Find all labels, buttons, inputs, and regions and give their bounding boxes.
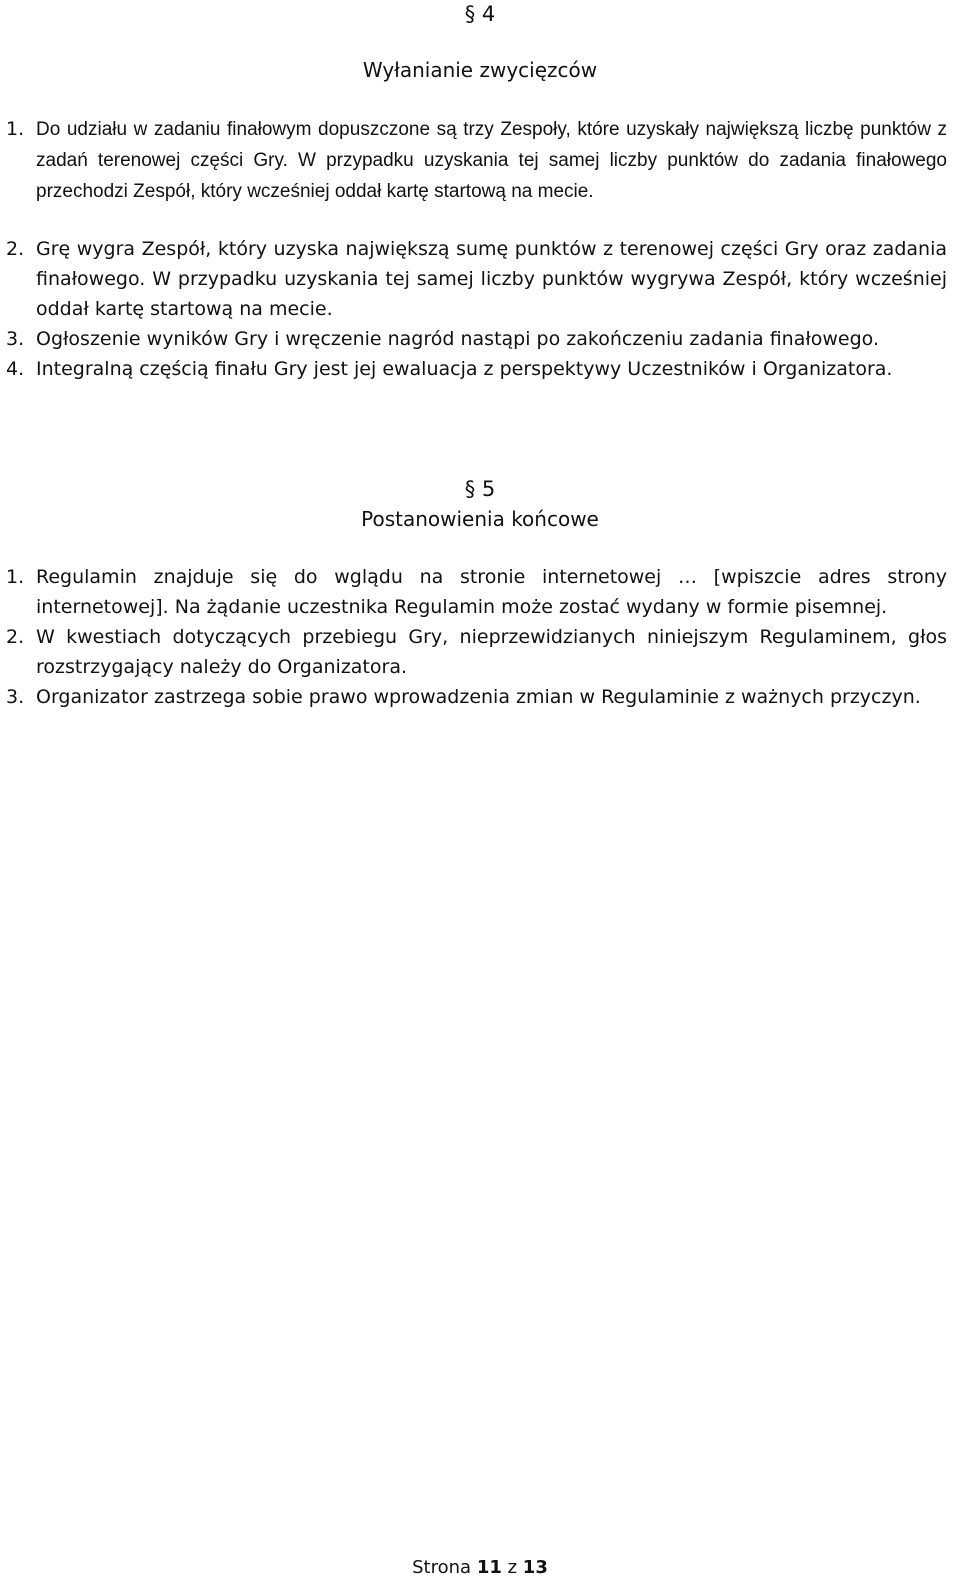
item-number: 1. bbox=[6, 118, 25, 140]
item-number: 1. bbox=[6, 566, 25, 588]
item-text: Regulamin znajduje się do wglądu na stronie internetowej … [wpiszcie adres strony internetowej]. Na żądanie uczestnika Regulamin może zostać wydany w formie pisemnej. bbox=[36, 566, 947, 618]
section-4-item-4 bbox=[0, 354, 960, 414]
item-number: 2. bbox=[6, 626, 25, 648]
section-4-item-2 bbox=[0, 234, 960, 324]
section-4-item-1 bbox=[0, 114, 960, 234]
section-4-list bbox=[0, 114, 960, 414]
item-text: Do udziału w zadaniu finałowym dopuszczone są trzy Zespoły, które uzyskały największą liczbę punktów z zadań terenowej części Gry. W przypadku uzyskania tej samej liczby punktów do zadania finałowego przechodzi Zespół, który wcześniej oddał kartę startową na mecie. bbox=[36, 119, 947, 202]
section-4-title: Wyłanianie zwycięzców bbox=[362, 58, 598, 82]
section-5-list bbox=[0, 562, 960, 742]
footer-current-page: 11 bbox=[476, 1557, 502, 1578]
item-text: Grę wygra Zespół, który uzyska największą sumę punktów z terenowej części Gry oraz zadania finałowego. W przypadku uzyskania tej samej liczby punktów wygrywa Zespół, który wcześniej oddał kartę startową na mecie. bbox=[36, 238, 947, 320]
item-number: 2. bbox=[6, 238, 25, 260]
section-5-title: Postanowienia końcowe bbox=[361, 507, 599, 531]
item-number: 3. bbox=[6, 328, 25, 350]
item-text: Organizator zastrzega sobie prawo wprowadzenia zmian w Regulaminie z ważnych przyczyn. bbox=[36, 686, 921, 708]
section-4-sign: § 4 bbox=[464, 2, 496, 26]
item-text: Ogłoszenie wyników Gry i wręczenie nagród nastąpi po zakończeniu zadania finałowego. bbox=[36, 328, 880, 350]
section-5-item-3 bbox=[0, 682, 960, 742]
section-4-item-3 bbox=[0, 324, 960, 354]
item-text: Integralną częścią finału Gry jest jej ewaluacja z perspektywy Uczestników i Organizatora. bbox=[36, 358, 893, 380]
section-5-sign: § 5 bbox=[464, 477, 496, 501]
item-text: W kwestiach dotyczących przebiegu Gry, nieprzewidzianych niniejszym Regulaminem, głos rozstrzygający należy do Organizatora. bbox=[36, 626, 947, 678]
section-5-item-1 bbox=[0, 562, 960, 622]
item-number: 3. bbox=[6, 686, 25, 708]
footer-total-pages: 13 bbox=[522, 1557, 548, 1578]
section-5-item-2 bbox=[0, 622, 960, 682]
footer-separator: z bbox=[507, 1557, 518, 1578]
page-footer bbox=[0, 1556, 960, 1580]
item-number: 4. bbox=[6, 358, 25, 380]
footer-prefix: Strona bbox=[412, 1557, 472, 1578]
